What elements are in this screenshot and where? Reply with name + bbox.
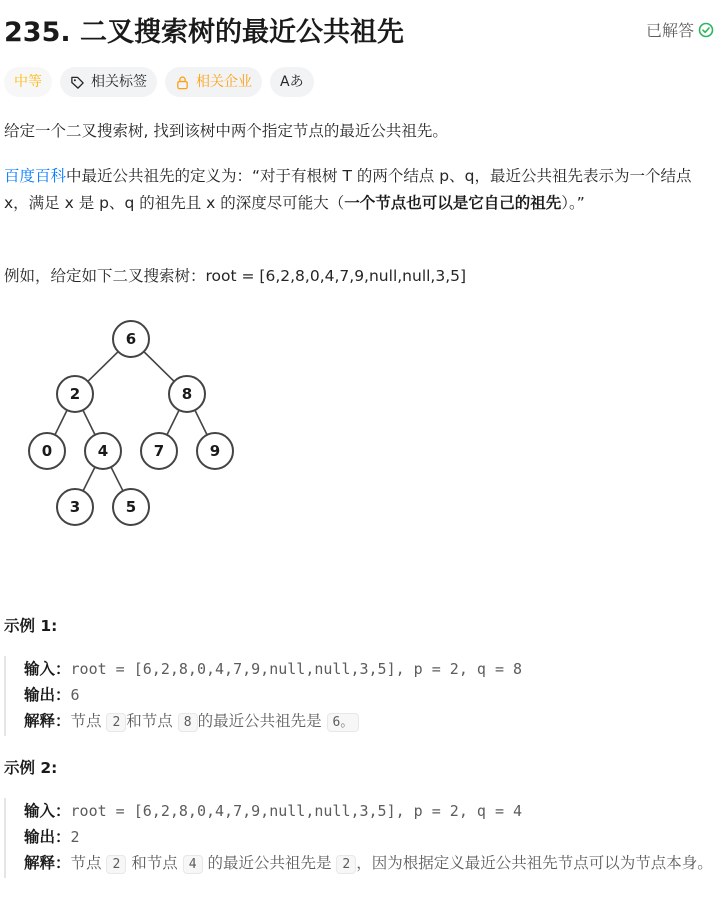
output-label: 输出： (24, 686, 71, 704)
tree-node-9 (197, 433, 233, 469)
inline-code: 2 (106, 855, 126, 874)
svg-text:0: 0 (41, 442, 53, 460)
svg-text:5: 5 (125, 498, 137, 516)
explain-text: 的最近公共祖先是 (197, 712, 322, 730)
example-2-block (4, 798, 716, 878)
svg-text:9: 9 (209, 442, 221, 460)
inline-code: 8 (178, 713, 198, 732)
definition-text: 中最近公共祖先的定义为：“对于有根树 T 的两个结点 p、q，最近公共祖先表示为一个结点 x，满足 x 是 p、q 的祖先且 x 的深度尽可能大（ (4, 167, 692, 212)
input-label: 输入： (24, 660, 71, 678)
inline-code: 6。 (327, 713, 360, 732)
tree-edges (47, 339, 215, 507)
inline-code: 4 (183, 855, 203, 874)
tree-node-2 (57, 376, 93, 412)
svg-text:2: 2 (69, 385, 81, 403)
tree-node-0 (29, 433, 65, 469)
svg-text:4: 4 (97, 442, 109, 460)
explain-text: 和节点 (126, 712, 173, 730)
svg-text:6: 6 (125, 330, 137, 348)
related-companies-label: 相关企业 (196, 74, 252, 90)
tag-bar (4, 67, 314, 97)
example-1-output: 6 (70, 686, 80, 704)
explain-text: 节点 (70, 854, 102, 872)
description-paragraph-2 (4, 163, 704, 217)
svg-text:8: 8 (181, 385, 193, 403)
definition-end: ）。” (561, 194, 585, 212)
difficulty-tag (4, 67, 52, 97)
related-topics-label: 相关标签 (91, 74, 147, 90)
svg-text:7: 7 (153, 442, 165, 460)
explain-text: 的最近公共祖先是 (207, 854, 332, 872)
tree-node-3 (57, 489, 93, 525)
translate-icon: Aあ (280, 74, 304, 90)
explain-text: 节点 (70, 712, 102, 730)
inline-code: 2 (336, 855, 356, 874)
example-1-input: root = [6,2,8,0,4,7,9,null,null,3,5], p = 2, q = 8 (70, 660, 523, 678)
example-2-title: 示例 2: (4, 759, 58, 777)
explain-text: ，因为根据定义最近公共祖先节点可以为节点本身。 (356, 854, 713, 872)
tree-node-8 (169, 376, 205, 412)
input-label: 输入： (24, 802, 71, 820)
definition-bold: 一个节点也可以是它自己的祖先 (344, 194, 562, 212)
solved-status[interactable] (646, 18, 714, 41)
related-topics-button[interactable] (60, 67, 157, 97)
description-paragraph-1: 给定一个二叉搜索树, 找到该树中两个指定节点的最近公共祖先。 (4, 122, 448, 140)
baidu-baike-link[interactable]: 百度百科 (4, 167, 67, 185)
svg-text:3: 3 (69, 498, 81, 516)
problem-title: 235. 二叉搜索树的最近公共祖先 (4, 17, 405, 48)
explain-label: 解释： (24, 712, 71, 730)
example-2-output: 2 (70, 828, 80, 846)
tree-node-5 (113, 489, 149, 525)
output-label: 输出： (24, 828, 71, 846)
explain-text: 和节点 (131, 854, 178, 872)
tree-node-4 (85, 433, 121, 469)
translate-button[interactable] (270, 67, 314, 97)
tree-node-6 (113, 321, 149, 357)
example-1-title: 示例 1: (4, 617, 58, 635)
lock-icon (175, 75, 190, 90)
example-1-block (4, 656, 716, 736)
tag-icon (70, 75, 85, 90)
example-2-input: root = [6,2,8,0,4,7,9,null,null,3,5], p = 2, q = 4 (70, 802, 523, 820)
solved-label: 已解答 (645, 21, 694, 40)
check-circle-icon (698, 22, 714, 38)
problem-header (4, 8, 716, 48)
difficulty-label: 中等 (14, 74, 42, 90)
related-companies-button[interactable] (165, 67, 262, 97)
description-paragraph-3: 例如，给定如下二叉搜索树：root = [6,2,8,0,4,7,9,null,null,3,5] (4, 267, 467, 285)
explain-label: 解释： (24, 854, 71, 872)
bst-diagram (22, 314, 238, 532)
inline-code: 2 (106, 713, 126, 732)
tree-node-7 (141, 433, 177, 469)
